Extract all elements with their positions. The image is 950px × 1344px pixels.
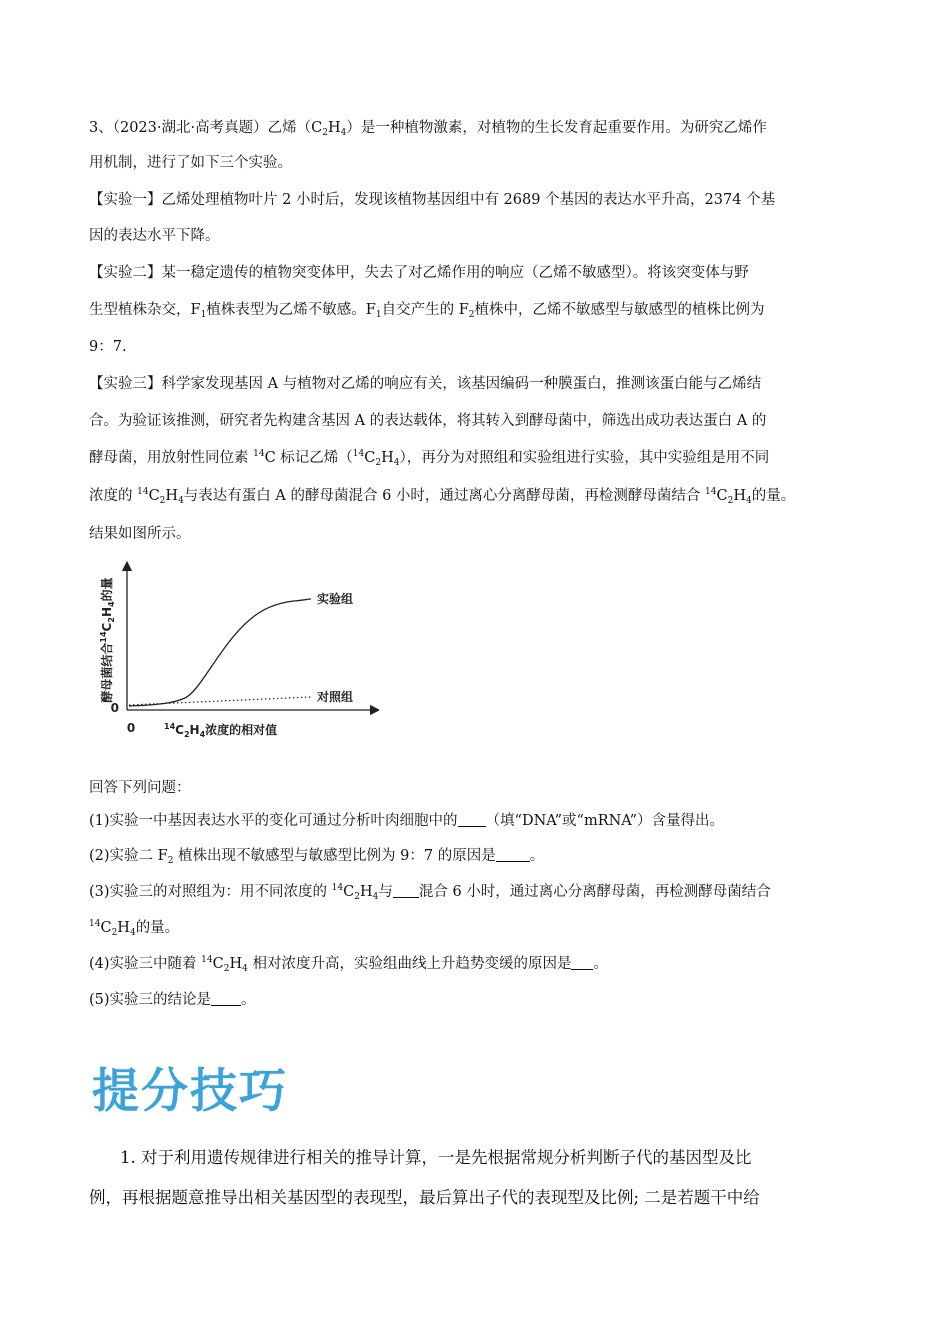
- result-figure: [89, 560, 379, 750]
- experiment-3-line-5: 结果如图所示。: [89, 526, 191, 542]
- x-axis-label: $^{14}C_2H_4$浓度的相对值: [164, 722, 278, 739]
- question-1: (1)实验一中基因表达水平的变化可通过分析叶肉细胞中的 （填“DNA”或“mRNA”）含量得出。: [89, 813, 725, 829]
- answer-blank-1[interactable]: [458, 812, 486, 827]
- experiment-curve: [129, 599, 311, 706]
- experiment-3-line-2: 合。为验证该推测，研究者先构建含基因 A 的表达载体，将其转入到酵母菌中，筛选出成功表达蛋白 A 的: [89, 413, 767, 429]
- question-3-line-1: (3)实验三的对照组为：用不同浓度的 $^{14}C_2H_4$与 混合 6 小时，通过离心分离酵母菌，再检测酵母菌结合: [89, 883, 771, 902]
- tips-line-1: 1. 对于利用遗传规律进行相关的推导计算，一是先根据常规分析判断子代的基因型及比: [120, 1148, 752, 1167]
- question-2: (2)实验二 $F_2$ 植株出现不敏感型与敏感型比例为 9：7 的原因是 。: [89, 848, 545, 866]
- experiment-3-line-3: 酵母菌，用放射性同位素 $^{14}$C 标记乙烯$(^{14}C_2H_4)$，再分为对照组和实验组进行实验，其中实验组是用不同: [89, 449, 770, 468]
- result-graph: [89, 560, 379, 750]
- control-line-label: 对照组: [317, 690, 354, 704]
- experiment-curve-label: 实验组: [317, 592, 354, 606]
- question-4: (4)实验三中随着 $^{14}C_2H_4$ 相对浓度升高，实验组曲线上升趋势变缓的原因是 。: [89, 955, 608, 974]
- experiment-2-line-1: 【实验二】某一稳定遗传的植物突变体甲，失去了对乙烯作用的响应（乙烯不敏感型）。将该突变体与野: [89, 265, 749, 281]
- experiment-2-line-2: 生型植株杂交，$F_1$植株表型为乙烯不敏感。$F_1$自交产生的 $F_2$植株中，乙烯不敏感型与敏感型的植株比例为: [89, 302, 765, 320]
- answer-blank-5[interactable]: [211, 991, 241, 1006]
- experiment-3-line-1: 【实验三】科学家发现基因 A 与植物对乙烯的响应有关，该基因编码一种膜蛋白，推测该蛋白能与乙烯结: [89, 376, 762, 392]
- x-zero-label: 0: [126, 721, 136, 735]
- question-intro-line-1: 3、（2023·湖北·高考真题）乙烯$(C_2H_4)$是一种植物激素，对植物的生长发育起重要作用。为研究乙烯作: [89, 120, 767, 138]
- y-zero-label: 0: [110, 701, 119, 715]
- experiment-3-line-4: 浓度的 $^{14}C_2H_4$与表达有蛋白 A 的酵母菌混合 6 小时，通过离心分离酵母菌，再检测酵母菌结合 $^{14}C_2H_4$的量。: [89, 487, 796, 506]
- y-axis-label: 酵母菌结合$^{14}C_2H_4$的量: [99, 577, 116, 703]
- answer-blank-2[interactable]: [496, 847, 530, 862]
- tips-line-2: 例，再根据题意推导出相关基因型的表现型，最后算出子代的表现型及比例; 二是若题干中给: [89, 1188, 760, 1207]
- question-intro-line-2: 用机制，进行了如下三个实验。: [89, 155, 292, 171]
- experiment-1-line-1: 【实验一】乙烯处理植物叶片 2 小时后，发现该植物基因组中有 2689 个基因的表达水平升高，2374 个基: [89, 192, 776, 208]
- answer-blank-4[interactable]: [571, 955, 593, 970]
- answers-intro: 回答下列问题：: [89, 780, 191, 796]
- tips-heading: 提分技巧: [92, 1064, 288, 1119]
- experiment-2-line-3: 9：7.: [89, 339, 127, 355]
- experiment-1-line-2: 因的表达水平下降。: [89, 228, 220, 244]
- question-5: (5)实验三的结论是 。: [89, 992, 256, 1008]
- answer-blank-3[interactable]: [393, 883, 419, 898]
- question-3-line-2: $^{14}C_2H_4$的量。: [89, 919, 180, 938]
